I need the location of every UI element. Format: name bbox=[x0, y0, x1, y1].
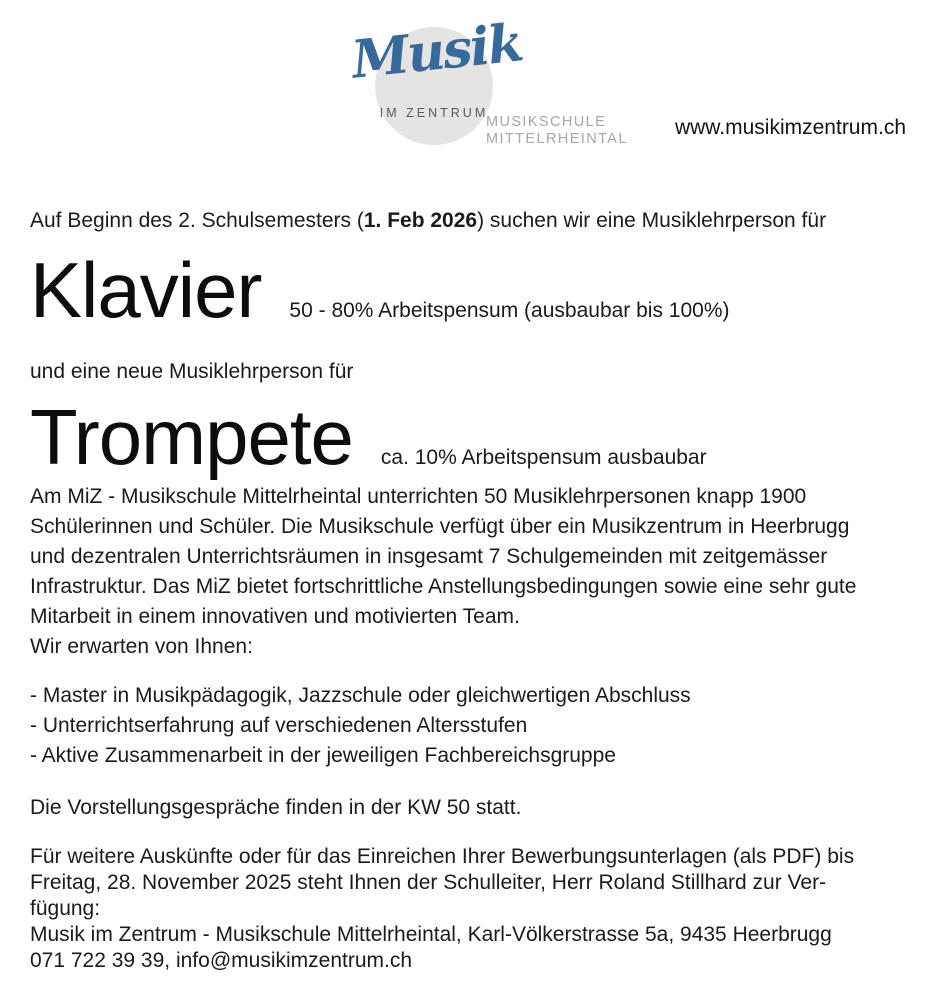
header bbox=[0, 0, 948, 160]
interview-note: Die Vorstellungsgespräche finden in der KW 50 statt. bbox=[30, 796, 522, 819]
position-row-trompete bbox=[30, 393, 928, 481]
expectation-item: - Master in Musikpädagogik, Jazzschule oder gleichwertigen Abschluss bbox=[30, 684, 691, 707]
position-title-klavier: Klavier bbox=[30, 246, 262, 334]
intro-prefix: Auf Beginn des 2. Schulsemesters ( bbox=[30, 209, 364, 232]
about-line: Mitarbeit in einem innovativen und motivierten Team. bbox=[30, 605, 520, 628]
application-line: Musik im Zentrum - Musikschule Mittelrheintal, Karl-Völkerstrasse 5a, 9435 Heerbrugg bbox=[30, 923, 832, 946]
about-line: Am MiZ - Musikschule Mittelrheintal unterrichten 50 Musiklehrpersonen knapp 1900 bbox=[30, 485, 807, 508]
about-line: und dezentralen Unterrichtsräumen in insgesamt 7 Schulgemeinden mit zeitgemässer bbox=[30, 545, 828, 568]
logo-school-name-line2: MITTELRHEINTAL bbox=[486, 130, 628, 147]
intro-line bbox=[30, 206, 928, 236]
application-line: fügung: bbox=[30, 897, 101, 920]
application-line: Freitag, 28. November 2025 steht Ihnen der Schulleiter, Herr Roland Stillhard zur Ver- bbox=[30, 871, 827, 894]
expectations-list bbox=[30, 681, 928, 771]
intro-suffix: ) suchen wir eine Musiklehrperson für bbox=[477, 209, 827, 232]
logo-script-musik: Musik bbox=[348, 12, 525, 91]
application-paragraph bbox=[30, 844, 928, 974]
application-line: Für weitere Auskünfte oder für das Einreichen Ihrer Bewerbungsunterlagen (als PDF) bis bbox=[30, 845, 855, 868]
position-title-trompete: Trompete bbox=[30, 393, 353, 481]
logo-im-zentrum: IM ZENTRUM bbox=[379, 106, 489, 120]
start-date: 1. Feb 2026 bbox=[363, 209, 478, 232]
logo-school-name-line1: MUSIKSCHULE bbox=[486, 114, 607, 130]
expectations-heading: Wir erwarten von Ihnen: bbox=[30, 635, 253, 658]
about-paragraph bbox=[30, 482, 928, 632]
expectation-item: - Unterrichtserfahrung auf verschiedenen Altersstufen bbox=[30, 714, 528, 737]
expectation-item: - Aktive Zusammenarbeit in der jeweiligen Fachbereichsgruppe bbox=[30, 744, 616, 767]
about-line: Infrastruktur. Das MiZ bietet fortschrittliche Anstellungsbedingungen sowie eine sehr gute bbox=[30, 575, 857, 598]
position-pensum-klavier: 50 - 80% Arbeitspensum (ausbaubar bis 100%) bbox=[289, 299, 730, 322]
position-pensum-trompete: ca. 10% Arbeitspensum ausbaubar bbox=[380, 446, 707, 469]
about-line: Schülerinnen und Schüler. Die Musikschule verfügt über ein Musikzentrum in Heerbrugg bbox=[30, 515, 850, 538]
logo-school-name bbox=[486, 114, 628, 147]
content bbox=[0, 206, 948, 974]
second-position-intro: und eine neue Musiklehrperson für bbox=[30, 360, 354, 383]
position-row-klavier bbox=[30, 246, 928, 334]
website-url: www.musikimzentrum.ch bbox=[674, 116, 906, 139]
application-line: 071 722 39 39, info@musikimzentrum.ch bbox=[30, 949, 413, 972]
